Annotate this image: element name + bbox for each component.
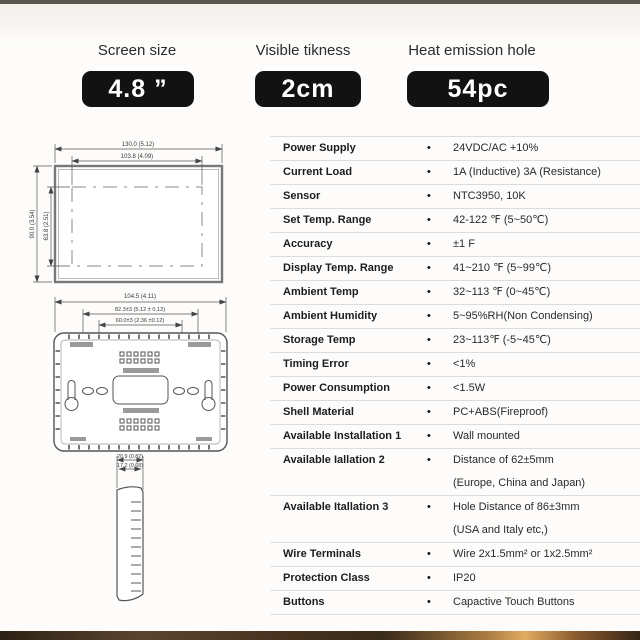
spec-row-protection-class [270,566,640,590]
spec-label: Accuracy [283,238,333,250]
bullet-icon: • [427,142,431,154]
spec-row-installation-3 [270,495,640,542]
bullet-icon: • [427,166,431,178]
bullet-icon: • [427,238,431,250]
back-outline [54,333,227,451]
heat-emission-hole-label: Heat emission hole [408,42,536,59]
spec-row-shell-material [270,400,640,424]
spec-row-accuracy [270,232,640,256]
spec-label: Timing Error [283,358,349,370]
front-outline [55,166,222,282]
dim-front-width-outer: 130.0 (5.12) [121,142,155,148]
spec-value: Wire 2x1.5mm² or 1x2.5mm² [453,548,593,560]
dim-front-height-inner: 63.8 (2.51) [44,211,50,241]
front-view-drawing [15,136,260,288]
spec-value: 24VDC/AC +10% [453,142,539,154]
spec-label: Available Itallation 3 [283,501,389,513]
dim-side-depth-outer: 20.9 (0.82) [116,454,144,460]
bullet-icon: • [427,501,431,513]
spec-value: NTC3950, 10K [453,190,526,202]
side-dimension-lines [117,456,143,490]
spec-value: Hole Distance of 86±3mm [453,501,580,513]
spec-value-line2: (Europe, China and Japan) [453,477,586,489]
spec-row-ambient-temp [270,280,640,304]
visible-thickness-label: Visible tikness [255,42,351,59]
heat-emission-hole-badge: 54pc [407,71,549,107]
spec-label: Current Load [283,166,353,178]
bullet-icon: • [427,454,431,466]
spec-row-power-supply [270,136,640,160]
spec-row-installation-2 [270,448,640,495]
bottom-wood-edge-bar [0,631,640,640]
spec-row-power-consumption [270,376,640,400]
bullet-icon: • [427,214,431,226]
spec-value: Capactive Touch Buttons [453,596,575,608]
spec-label: Ambient Temp [283,286,359,298]
spec-value: Wall mounted [453,430,520,442]
bullet-icon: • [427,310,431,322]
spec-value: 41~210 ℉ (5~99℃) [453,262,552,274]
dim-front-height-outer: 90.0 (3.54) [30,209,36,239]
spec-value: <1.5W [453,382,486,394]
spec-value: 1A (Inductive) 3A (Resistance) [453,166,601,178]
spec-table [270,136,640,615]
spec-row-storage-temp [270,328,640,352]
spec-value: PC+ABS(Fireproof) [453,406,549,418]
spec-label: Power Consumption [283,382,390,394]
spec-row-display-temp-range [270,256,640,280]
bullet-icon: • [427,548,431,560]
bullet-icon: • [427,406,431,418]
spec-row-ambient-humidity [270,304,640,328]
bullet-icon: • [427,572,431,584]
spec-value: 32~113 ℉ (0~45℃) [453,286,551,298]
spec-row-timing-error [270,352,640,376]
bullet-icon: • [427,596,431,608]
spec-label: Available Installation 1 [283,430,402,442]
spec-value-line2: (USA and Italy etc,) [453,524,548,536]
spec-label: Sensor [283,190,321,202]
dim-front-width-inner: 103.8 (4.09) [120,154,154,160]
spec-label: Ambient Humidity [283,310,378,322]
spec-row-installation-1 [270,424,640,448]
dim-back-screws: 82.3±3 (5.12 ± 0.12) [114,307,166,313]
spec-value: 42-122 ℉ (5~50℃) [453,214,549,226]
spec-row-current-load [270,160,640,184]
spec-value: 5~95%RH(Non Condensing) [453,310,593,322]
visible-thickness-badge: 2cm [255,71,361,107]
spec-value: 23~113℉ (-5~45℃) [453,334,551,346]
screen-size-badge: 4.8 ” [82,71,194,107]
spec-label: Power Supply [283,142,356,154]
bullet-icon: • [427,430,431,442]
dim-back-width: 104.5 (4.11) [124,294,156,300]
spec-row-set-temp-range [270,208,640,232]
spec-label: Protection Class [283,572,370,584]
spec-label: Storage Temp [283,334,356,346]
screen-size-label: Screen size [97,42,177,59]
spec-label: Set Temp. Range [283,214,372,226]
spec-label: Available Iallation 2 [283,454,385,466]
bullet-icon: • [427,190,431,202]
bullet-icon: • [427,286,431,298]
spec-label: Wire Terminals [283,548,361,560]
bullet-icon: • [427,358,431,370]
dim-back-slots: 60.0±3 (2.36 ±0.12) [115,318,165,324]
bullet-icon: • [427,382,431,394]
back-view-drawing [15,288,260,456]
spec-row-buttons [270,590,640,615]
side-view-drawing [95,448,195,628]
side-outline [117,487,143,601]
spec-label: Shell Material [283,406,354,418]
spec-row-sensor [270,184,640,208]
top-border-bar [0,0,640,4]
spec-value: ±1 F [453,238,475,250]
bullet-icon: • [427,262,431,274]
spec-value: IP20 [453,572,476,584]
spec-label: Buttons [283,596,325,608]
dim-side-depth-inner: 17.2 (0.68) [116,463,144,469]
spec-label: Display Temp. Range [283,262,394,274]
spec-value: <1% [453,358,476,370]
spec-value: Distance of 62±5mm [453,454,554,466]
spec-row-wire-terminals [270,542,640,566]
bullet-icon: • [427,334,431,346]
